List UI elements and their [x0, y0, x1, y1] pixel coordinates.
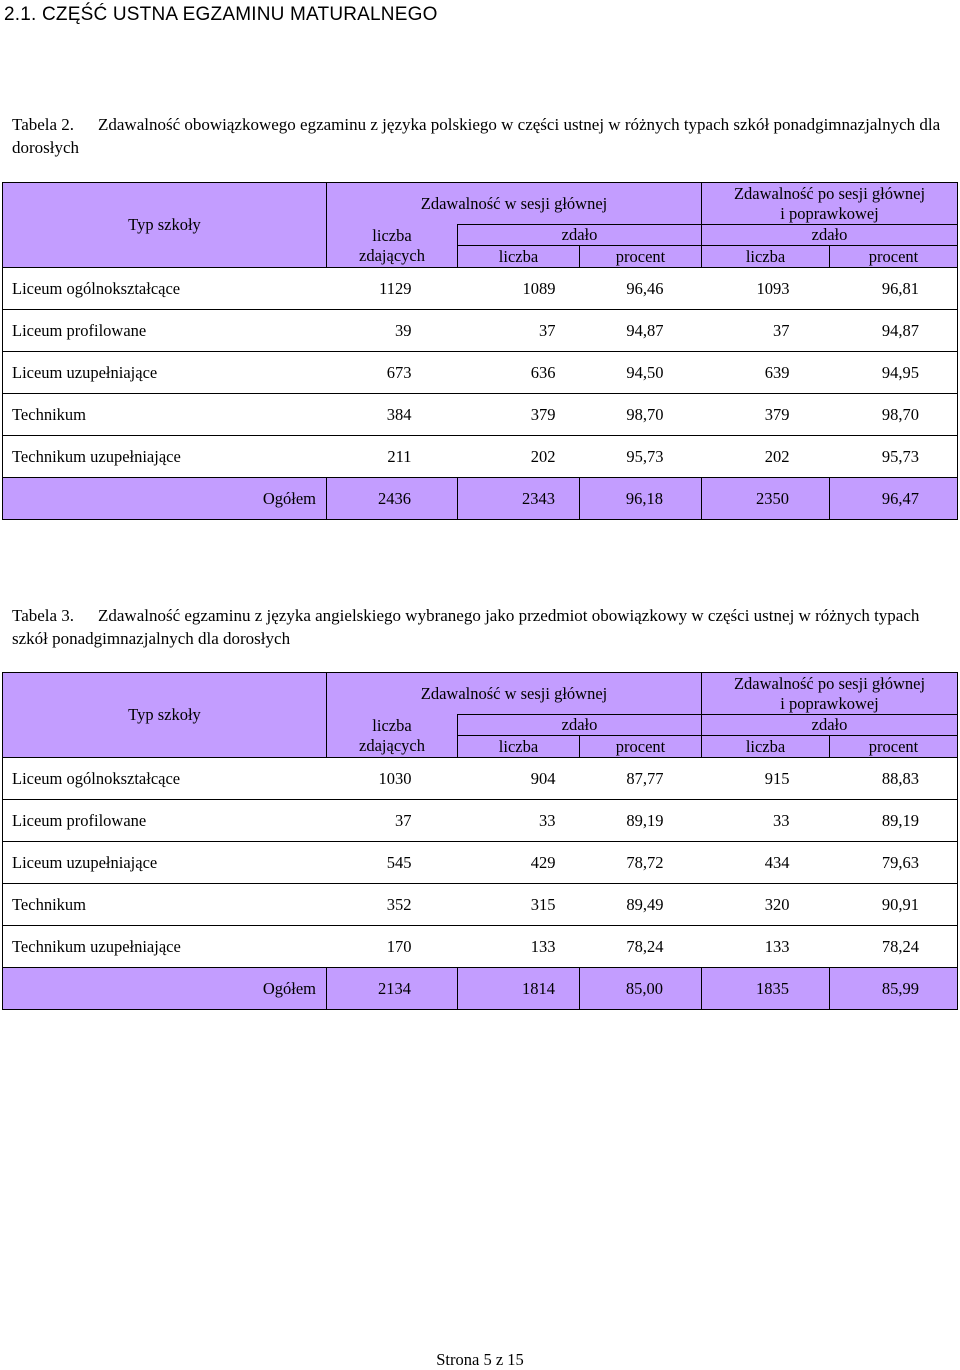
header-liczba-zdajacych	[327, 225, 458, 268]
p-liczba-cell: 202	[702, 436, 830, 478]
header-liczba: liczba	[458, 246, 580, 268]
s-liczba-cell: 379	[458, 394, 580, 436]
s-procent-cell: 94,87	[580, 310, 702, 352]
header-sesja-glowna: Zdawalność w sesji głównej	[327, 183, 702, 225]
total-zdajacych-cell: 2436	[327, 478, 458, 520]
total-p-liczba-cell: 2350	[702, 478, 830, 520]
p-procent-cell: 94,87	[830, 310, 958, 352]
total-s-procent-cell: 85,00	[580, 968, 702, 1010]
zdajacych-cell: 545	[327, 842, 458, 884]
header-procent: procent	[580, 736, 702, 758]
header-zdalo-sesja: zdało	[458, 225, 702, 246]
table-row	[3, 758, 958, 800]
s-liczba-cell: 202	[458, 436, 580, 478]
header-typ-szkoly: Typ szkoły	[3, 183, 327, 268]
total-label: Ogółem	[3, 968, 327, 1010]
header-liczba-zdajacych-1: liczba	[372, 715, 412, 735]
school-type-cell: Technikum uzupełniające	[3, 926, 327, 968]
table3-grid	[2, 672, 958, 1010]
s-liczba-cell: 904	[458, 758, 580, 800]
zdajacych-cell: 673	[327, 352, 458, 394]
header-liczba-zdajacych-2: zdających	[359, 245, 425, 265]
s-liczba-cell: 33	[458, 800, 580, 842]
zdajacych-cell: 352	[327, 884, 458, 926]
header-sesja-glowna: Zdawalność w sesji głównej	[327, 673, 702, 715]
s-procent-cell: 95,73	[580, 436, 702, 478]
school-type-cell: Technikum uzupełniające	[3, 436, 327, 478]
table3-caption-text: Zdawalność egzaminu z języka angielskiego wybranego jako przedmiot obowiązkowy w części ustnej w różnych typach szkół ponadgimnazjalnych dla dorosłych	[12, 606, 920, 648]
table-row	[3, 436, 958, 478]
p-liczba-cell: 1093	[702, 268, 830, 310]
table3-caption	[12, 604, 948, 650]
table2-body	[3, 268, 958, 520]
s-liczba-cell: 429	[458, 842, 580, 884]
table2-number: Tabela 2.	[12, 115, 75, 134]
p-liczba-cell: 133	[702, 926, 830, 968]
table-row	[3, 842, 958, 884]
total-p-procent-cell: 96,47	[830, 478, 958, 520]
s-procent-cell: 87,77	[580, 758, 702, 800]
p-procent-cell: 79,63	[830, 842, 958, 884]
header-liczba-zdajacych-2: zdających	[359, 735, 425, 755]
table-row	[3, 884, 958, 926]
header-procent: procent	[830, 246, 958, 268]
table3-number: Tabela 3.	[12, 606, 75, 625]
table2-caption	[12, 113, 948, 159]
zdajacych-cell: 1030	[327, 758, 458, 800]
header-procent: procent	[580, 246, 702, 268]
header-po-sesji	[702, 673, 958, 715]
table-row	[3, 926, 958, 968]
header-po-sesji-line1: Zdawalność po sesji głównej	[733, 673, 926, 693]
total-p-liczba-cell: 1835	[702, 968, 830, 1010]
p-procent-cell: 88,83	[830, 758, 958, 800]
total-row	[3, 478, 958, 520]
s-liczba-cell: 315	[458, 884, 580, 926]
header-po-sesji-line1: Zdawalność po sesji głównej	[733, 183, 926, 203]
school-type-cell: Liceum ogólnokształcące	[3, 758, 327, 800]
total-zdajacych-cell: 2134	[327, 968, 458, 1010]
total-label: Ogółem	[3, 478, 327, 520]
school-type-cell: Liceum profilowane	[3, 310, 327, 352]
table-row	[3, 394, 958, 436]
p-procent-cell: 89,19	[830, 800, 958, 842]
s-procent-cell: 89,19	[580, 800, 702, 842]
page-footer: Strona 5 z 15	[436, 1350, 524, 1369]
p-procent-cell: 78,24	[830, 926, 958, 968]
school-type-cell: Liceum uzupełniające	[3, 842, 327, 884]
p-liczba-cell: 639	[702, 352, 830, 394]
s-procent-cell: 78,72	[580, 842, 702, 884]
header-po-sesji	[702, 183, 958, 225]
header-liczba: liczba	[702, 246, 830, 268]
table2-caption-text: Zdawalność obowiązkowego egzaminu z języka polskiego w części ustnej w różnych typach szkół ponadgimnazjalnych dla dorosłych	[12, 115, 941, 157]
zdajacych-cell: 384	[327, 394, 458, 436]
p-liczba-cell: 320	[702, 884, 830, 926]
s-liczba-cell: 636	[458, 352, 580, 394]
header-po-sesji-line2: i poprawkowej	[780, 203, 879, 223]
p-liczba-cell: 915	[702, 758, 830, 800]
p-procent-cell: 96,81	[830, 268, 958, 310]
zdajacych-cell: 1129	[327, 268, 458, 310]
school-type-cell: Liceum ogólnokształcące	[3, 268, 327, 310]
s-liczba-cell: 1089	[458, 268, 580, 310]
total-row	[3, 968, 958, 1010]
table2-grid	[2, 182, 958, 520]
header-zdalo-po-sesji: zdało	[702, 715, 958, 736]
p-liczba-cell: 379	[702, 394, 830, 436]
school-type-cell: Liceum profilowane	[3, 800, 327, 842]
s-liczba-cell: 133	[458, 926, 580, 968]
total-s-procent-cell: 96,18	[580, 478, 702, 520]
zdajacych-cell: 211	[327, 436, 458, 478]
table-row	[3, 310, 958, 352]
p-liczba-cell: 33	[702, 800, 830, 842]
total-s-liczba-cell: 1814	[458, 968, 580, 1010]
total-p-procent-cell: 85,99	[830, 968, 958, 1010]
s-procent-cell: 89,49	[580, 884, 702, 926]
header-liczba: liczba	[458, 736, 580, 758]
s-procent-cell: 98,70	[580, 394, 702, 436]
school-type-cell: Liceum uzupełniające	[3, 352, 327, 394]
header-typ-szkoly: Typ szkoły	[3, 673, 327, 758]
table-row	[3, 268, 958, 310]
section-title: 2.1. CZĘŚĆ USTNA EGZAMINU MATURALNEGO	[4, 4, 438, 25]
p-liczba-cell: 37	[702, 310, 830, 352]
zdajacych-cell: 37	[327, 800, 458, 842]
s-procent-cell: 96,46	[580, 268, 702, 310]
s-procent-cell: 78,24	[580, 926, 702, 968]
school-type-cell: Technikum	[3, 884, 327, 926]
header-liczba-zdajacych	[327, 715, 458, 758]
s-procent-cell: 94,50	[580, 352, 702, 394]
header-zdalo-sesja: zdało	[458, 715, 702, 736]
zdajacych-cell: 39	[327, 310, 458, 352]
s-liczba-cell: 37	[458, 310, 580, 352]
header-procent: procent	[830, 736, 958, 758]
p-procent-cell: 90,91	[830, 884, 958, 926]
table-row	[3, 800, 958, 842]
header-liczba-zdajacych-1: liczba	[372, 225, 412, 245]
p-procent-cell: 94,95	[830, 352, 958, 394]
table3-body	[3, 758, 958, 1010]
p-procent-cell: 95,73	[830, 436, 958, 478]
zdajacych-cell: 170	[327, 926, 458, 968]
table-row	[3, 352, 958, 394]
total-s-liczba-cell: 2343	[458, 478, 580, 520]
header-zdalo-po-sesji: zdało	[702, 225, 958, 246]
header-liczba: liczba	[702, 736, 830, 758]
p-procent-cell: 98,70	[830, 394, 958, 436]
header-po-sesji-line2: i poprawkowej	[780, 693, 879, 713]
school-type-cell: Technikum	[3, 394, 327, 436]
p-liczba-cell: 434	[702, 842, 830, 884]
